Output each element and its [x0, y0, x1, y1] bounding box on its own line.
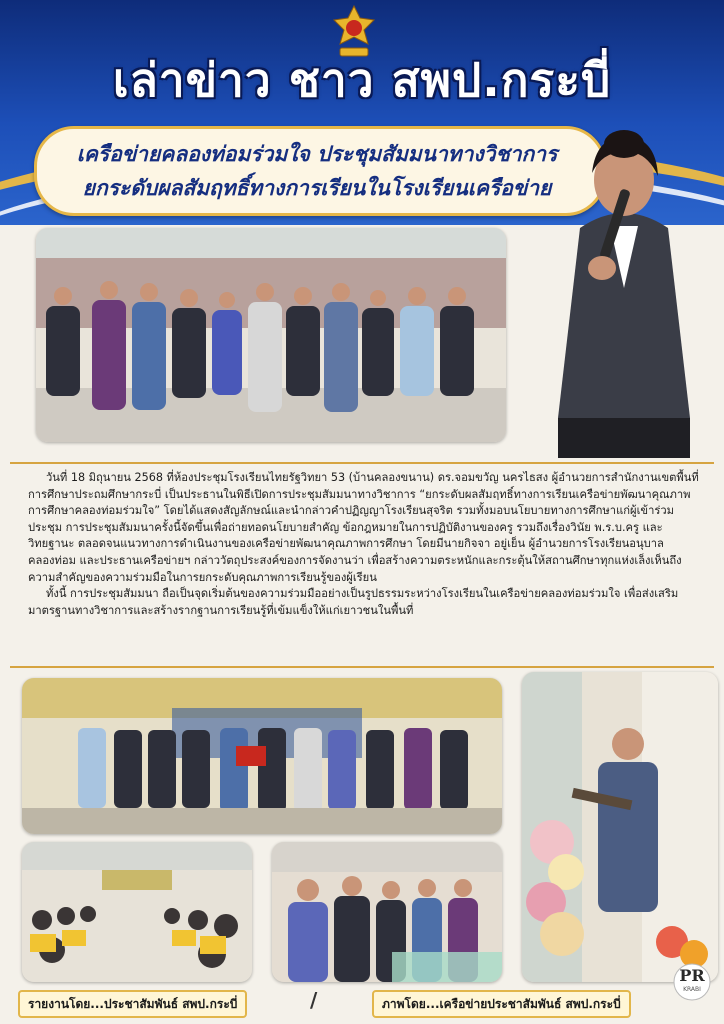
article-paragraph-2: ทั้งนี้ การประชุมสัมมนา ถือเป็นจุดเริ่มต้นของความร่วมมืออย่างเป็นรูปธรรมระหว่างโรงเรียนในเครือข่ายคลองท่อมร่วมใจ เพื่อส่งเสริมมาตรฐานทางวิชาการและสร้างรากฐานการเรียนรู้ที่เข้มแข็งให้แก่เยาวชนในพื้นที่ — [28, 587, 679, 617]
photo-credit: ภาพโดย...เครือข่ายประชาสัมพันธ์ สพป.กระบี่ — [372, 990, 631, 1018]
presenter-photo — [540, 118, 708, 458]
divider-top — [10, 462, 714, 464]
article-paragraph-1: วันที่ 18 มิถุนายน 2568 ที่ห้องประชุมโรงเรียนไทยรัฐวิทยา 53 (บ้านคลองขนาน) ดร.จอมขวัญ นครไธสง ผู้อำนวยการสำนักงานเขตพื้นที่การศึกษาประถมศึกษากระบี่ เป็นประธานในพิธีเปิดการประชุมสัมมนาทางวิชาการ “ยกระดับผลสัมฤทธิ์ทางการเรียนเครือข่ายพัฒนาคุณภาพการศึกษาคลองท่อมร่วมใจ” โดยได้แสดงสัญลักษณ์และนำกล่าวคำปฏิญญาโรงเรียนสุจริต รวมทั้งมอบนโยบายทางการศึกษาแก่ผู้เข้าร่วมประชุม การประชุมสัมมนาครั้งนี้จัดขึ้นเพื่อถ่ายทอดนโยบายสำคัญ ข้อกฎหมายในการปฏิบัติงานของครู รวมถึงเรื่องวินัย พ.ร.บ.ครู และวิทยฐานะ ตลอดจนแนวทางการดำเนินงานของเครือข่ายพัฒนาคุณภาพการศึกษา โดยมีนายกิจจา อยู่เย็น ผู้อำนวยการโรงเรียนอนุบาลคลองท่อม และประธานเครือข่ายฯ กล่าววัตถุประสงค์ของการจัดงานว่า เพื่อสร้างความตระหนักและกระตุ้นให้สถานศึกษาทุกแห่งเล็งเห็นถึงความสำคัญของความร่วมมือในการยกระดับคุณภาพการเรียนรู้ของผู้เรียน — [28, 471, 699, 584]
photo-speaker-podium — [522, 672, 718, 982]
photo-audience — [22, 842, 252, 982]
article-body — [28, 470, 700, 619]
subtitle-line-2: ยกระดับผลสัมฤทธิ์ทางการเรียนในโรงเรียนเครือข่าย — [82, 176, 552, 200]
photo-participants-gesture-image — [272, 842, 502, 982]
credit-separator: / — [310, 988, 318, 1012]
photo-audience-image — [22, 842, 252, 982]
divider-bottom — [10, 666, 714, 668]
photo-speaker-podium-image — [522, 672, 718, 982]
photo-award-presentation-image — [22, 678, 502, 834]
pr-logo-subtext: KRABI — [683, 986, 701, 993]
group-photo-main-image — [36, 228, 506, 442]
group-photo-main — [36, 228, 506, 442]
photo-participants-gesture — [272, 842, 502, 982]
report-credit: รายงานโดย...ประชาสัมพันธ์ สพป.กระบี่ — [18, 990, 247, 1018]
page-title: เล่าข่าว ชาว สพป.กระบี่ — [112, 53, 612, 107]
pr-krabi-logo — [672, 962, 712, 1006]
subtitle-line-1: เครือข่ายคลองท่อมร่วมใจ ประชุมสัมมนาทางวิชาการ — [76, 142, 558, 166]
photo-award-presentation — [22, 678, 502, 834]
pr-logo-text: PR — [679, 966, 705, 985]
